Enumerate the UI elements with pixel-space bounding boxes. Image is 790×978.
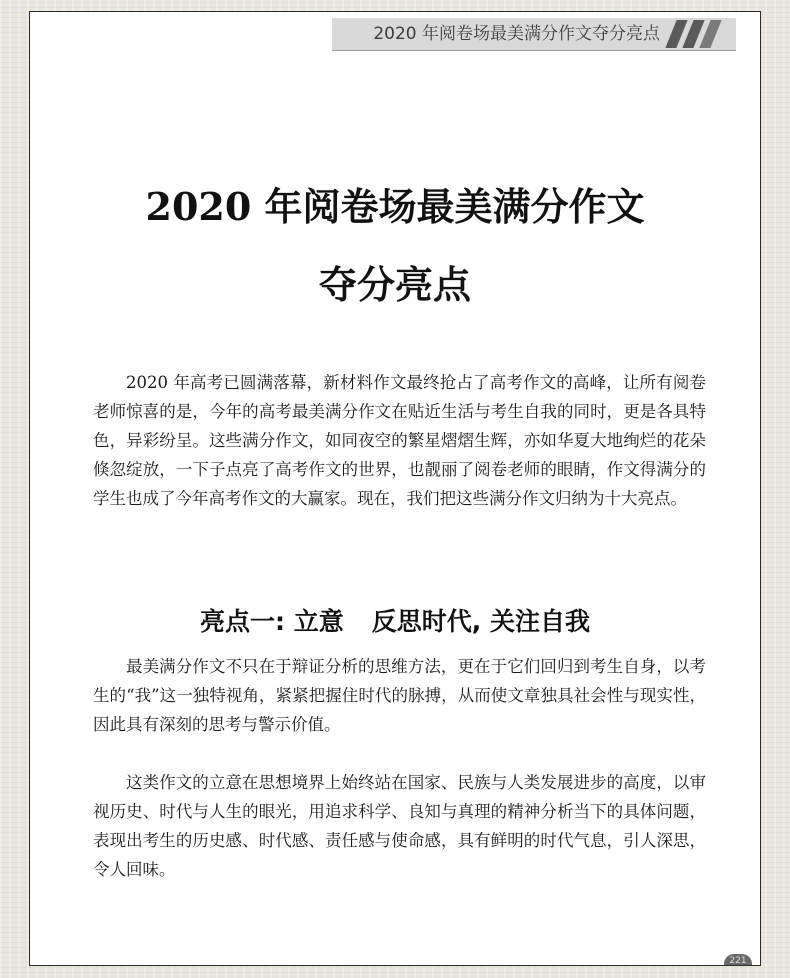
- running-header-title: 2020 年阅卷场最美满分作文夺分亮点: [373, 24, 660, 44]
- page-number: 221: [724, 954, 752, 966]
- section-heading: [30, 602, 760, 638]
- section-heading-theme: 反思时代, 关注自我: [371, 607, 590, 636]
- running-header: [332, 18, 736, 51]
- section-paragraph-1: 最美满分作文不只在于辩证分析的思维方法，更在于它们回归到考生自身，以考生的“我”这一独特视角，紧紧把握住时代的脉搏，从而使文章独具社会性与现实性，因此具有深刻的思考与警示价值。: [93, 657, 706, 734]
- section-heading-label: 亮点一: 立意: [200, 607, 344, 636]
- page-title-line-2: 夺分亮点: [318, 262, 471, 307]
- intro-paragraph: 2020 年高考已圆满落幕，新材料作文最终抢占了高考作文的高峰，让所有阅卷老师惊喜的是，今年的高考最美满分作文在贴近生活与考生自我的同时，更是各具特色，异彩纷呈。这些满分作文，如同夜空的繁星熠熠生辉，亦如华夏大地绚烂的花朵倏忽绽放，一下子点亮了高考作文的世界，也靓丽了阅卷老师的眼睛，作文得满分的学生也成了今年高考作文的大赢家。现在，我们把这些满分作文归纳为十大亮点。: [93, 373, 706, 508]
- page-title-line-1: 2020 年阅卷场最美满分作文: [145, 184, 645, 229]
- section-paragraph-2: 这类作文的立意在思想境界上始终站在国家、民族与人类发展进步的高度，以审视历史、时代与人生的眼光，用追求科学、良知与真理的精神分析当下的具体问题，表现出考生的历史感、时代感、责任感与使命感，具有鲜明的时代气息，引人深思，令人回味。: [93, 773, 706, 879]
- book-page: [29, 11, 761, 966]
